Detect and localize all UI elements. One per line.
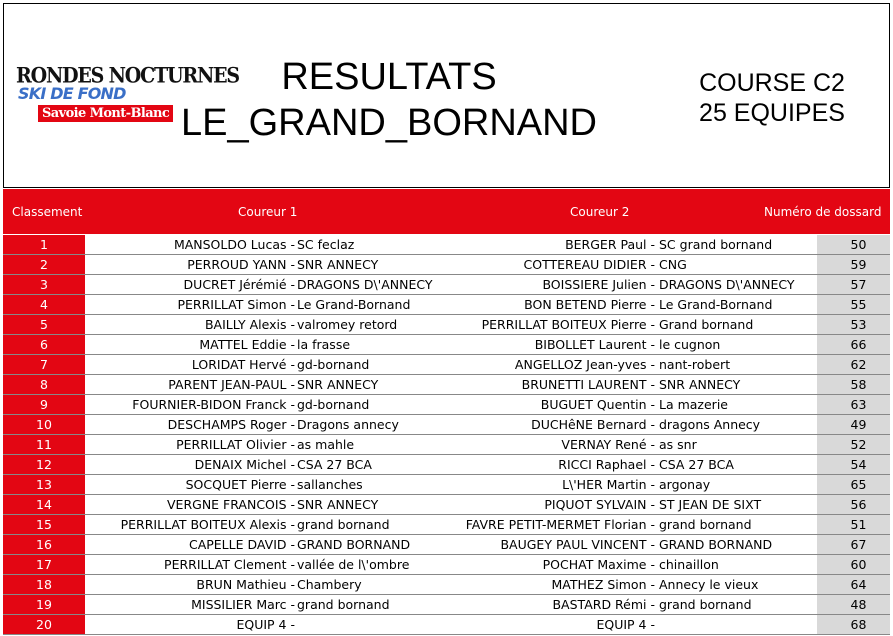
table-row: [3, 375, 890, 395]
runner2-club: as snr: [659, 437, 697, 452]
bib-number: 52: [817, 435, 890, 454]
runner1-name: PERRILLAT Olivier -: [176, 437, 295, 452]
bib-number: 63: [817, 395, 890, 414]
rank-cell: 9: [3, 395, 85, 414]
results-table: [3, 235, 890, 635]
runner2-name: BON BETEND Pierre -: [524, 297, 655, 312]
bib-number: 51: [817, 515, 890, 534]
runner2-name: VERNAY René -: [561, 437, 655, 452]
runner2-club: ST JEAN DE SIXT: [659, 497, 762, 512]
runner1-club: CSA 27 BCA: [297, 457, 372, 472]
rank-cell: 20: [3, 615, 85, 634]
bib-number: 48: [817, 595, 890, 614]
rank-cell: 18: [3, 575, 85, 594]
name-separator: -: [286, 337, 295, 352]
runner2-club: La mazerie: [659, 397, 728, 412]
course-info: [692, 68, 852, 128]
runner1-name: MATTEL Eddie -: [199, 337, 295, 352]
runner1-club: gd-bornand: [297, 397, 370, 412]
runner2-name: COTTEREAU DIDIER -: [523, 257, 655, 272]
runner2-name: PERRILLAT BOITEUX Pierre -: [481, 317, 655, 332]
title-line1: RESULTATS: [281, 56, 497, 98]
runner1-name: DESCHAMPS Roger -: [167, 417, 295, 432]
runner2-club: grand bornand: [659, 517, 752, 532]
bib-number: 55: [817, 295, 890, 314]
runner1-name: BAILLY Alexis -: [204, 317, 295, 332]
bib-number: 49: [817, 415, 890, 434]
runner2-club: Le Grand-Bornand: [659, 297, 773, 312]
table-row: [3, 295, 890, 315]
runner1-club: sallanches: [297, 477, 363, 492]
rank-cell: 19: [3, 595, 85, 614]
table-header: [3, 189, 890, 234]
name-separator: -: [286, 417, 295, 432]
bib-number: 66: [817, 335, 890, 354]
table-row: [3, 515, 890, 535]
runner1-club: Dragons annecy: [297, 417, 399, 432]
table-row: [3, 275, 890, 295]
runner1-club: grand bornand: [297, 517, 390, 532]
runner1-club: valromey retord: [297, 317, 398, 332]
table-row: [3, 315, 890, 335]
logo-line2: SKI DE FOND: [18, 84, 126, 103]
name-separator: -: [646, 237, 655, 252]
runner2-club: DRAGONS D\'ANNECY: [659, 277, 795, 292]
rank-cell: 6: [3, 335, 85, 354]
table-row: [3, 595, 890, 615]
runner2-club: Grand bornand: [659, 317, 754, 332]
bib-number: 53: [817, 315, 890, 334]
bib-number: 64: [817, 575, 890, 594]
course-name: COURSE C2: [699, 69, 845, 97]
runner1-club: SNR ANNECY: [297, 377, 379, 392]
bib-number: 67: [817, 535, 890, 554]
table-row: [3, 535, 890, 555]
runner2-club: chinaillon: [659, 557, 719, 572]
name-separator: -: [646, 577, 655, 592]
runner1-name: PERRILLAT Clement -: [164, 557, 295, 572]
runner2-club: SC grand bornand: [659, 237, 773, 252]
runner1-name: PERRILLAT BOITEUX Alexis -: [120, 517, 295, 532]
team-count: 25 EQUIPES: [699, 99, 845, 127]
name-separator: -: [646, 257, 655, 272]
bib-number: 54: [817, 455, 890, 474]
runner2-name: RICCI Raphael -: [558, 457, 655, 472]
runner1-name: MISSILIER Marc -: [191, 597, 295, 612]
bib-number: 59: [817, 255, 890, 274]
table-row: [3, 575, 890, 595]
name-separator: -: [646, 417, 655, 432]
runner1-name: PERROUD YANN -: [187, 257, 295, 272]
runner1-name: FOURNIER-BIDON Franck -: [132, 397, 295, 412]
runner2-club: grand bornand: [659, 597, 752, 612]
table-row: [3, 475, 890, 495]
table-row: [3, 355, 890, 375]
runner1-club: GRAND BORNAND: [297, 537, 411, 552]
runner1-name: CAPELLE DAVID -: [188, 537, 295, 552]
name-separator: -: [286, 237, 295, 252]
table-row: [3, 615, 890, 635]
runner2-club: Annecy le vieux: [659, 577, 759, 592]
runner1-name: DUCRET Jérémié -: [183, 277, 295, 292]
name-separator: -: [646, 597, 655, 612]
bib-number: 60: [817, 555, 890, 574]
name-separator: -: [286, 477, 295, 492]
rank-cell: 16: [3, 535, 85, 554]
runner2-club: SNR ANNECY: [659, 377, 741, 392]
rank-cell: 4: [3, 295, 85, 314]
rank-cell: 11: [3, 435, 85, 454]
name-separator: -: [646, 297, 655, 312]
name-separator: -: [646, 517, 655, 532]
runner2-name: L\'HER Martin -: [562, 477, 655, 492]
name-separator: -: [286, 597, 295, 612]
name-separator: -: [646, 617, 655, 632]
name-separator: -: [286, 517, 295, 532]
runner2-name: PIQUOT SYLVAIN -: [544, 497, 655, 512]
name-separator: -: [286, 397, 295, 412]
header-rank: Classement: [12, 205, 83, 219]
runner2-name: FAVRE PETIT-MERMET Florian -: [465, 517, 655, 532]
runner1-name: EQUIP 4 -: [236, 617, 295, 632]
runner1-club: la frasse: [297, 337, 351, 352]
name-separator: -: [286, 357, 295, 372]
table-row: [3, 455, 890, 475]
name-separator: -: [286, 437, 295, 452]
name-separator: -: [646, 537, 655, 552]
runner2-club: le cugnon: [659, 337, 721, 352]
name-separator: -: [646, 497, 655, 512]
name-separator: -: [646, 397, 655, 412]
name-separator: -: [286, 277, 295, 292]
rank-cell: 14: [3, 495, 85, 514]
table-row: [3, 335, 890, 355]
runner2-name: BASTARD Rémi -: [552, 597, 655, 612]
runner1-name: MANSOLDO Lucas -: [173, 237, 295, 252]
bib-number: 62: [817, 355, 890, 374]
runner2-club: nant-robert: [659, 357, 731, 372]
header-runner2: Coureur 2: [570, 205, 630, 219]
rank-cell: 8: [3, 375, 85, 394]
name-separator: -: [646, 337, 655, 352]
runner2-club: CSA 27 BCA: [659, 457, 734, 472]
rank-cell: 10: [3, 415, 85, 434]
bib-number: 50: [817, 235, 890, 254]
page-title: [179, 54, 599, 146]
name-separator: -: [286, 297, 295, 312]
bib-number: 65: [817, 475, 890, 494]
runner2-name: BOISSIERE Julien -: [542, 277, 655, 292]
name-separator: -: [286, 257, 295, 272]
name-separator: -: [286, 617, 295, 632]
runner1-club: SNR ANNECY: [297, 497, 379, 512]
header-runner1: Coureur 1: [238, 205, 298, 219]
rank-cell: 3: [3, 275, 85, 294]
table-row: [3, 435, 890, 455]
name-separator: -: [286, 497, 295, 512]
runner1-name: BRUN Mathieu -: [196, 577, 295, 592]
name-separator: -: [286, 577, 295, 592]
rank-cell: 15: [3, 515, 85, 534]
name-separator: -: [286, 537, 295, 552]
bib-number: 68: [817, 615, 890, 634]
runner1-club: DRAGONS D\'ANNECY: [297, 277, 433, 292]
runner2-club: CNG: [659, 257, 687, 272]
name-separator: -: [646, 457, 655, 472]
table-row: [3, 415, 890, 435]
runner1-club: vallée de l\'ombre: [297, 557, 410, 572]
runner2-name: BIBOLLET Laurent -: [534, 337, 655, 352]
rank-cell: 7: [3, 355, 85, 374]
runner2-name: BRUNETTI LAURENT -: [521, 377, 655, 392]
rank-cell: 1: [3, 235, 85, 254]
bib-number: 58: [817, 375, 890, 394]
runner1-name: LORIDAT Hervé -: [191, 357, 295, 372]
logo-line1: RONDES NOCTURNES: [16, 62, 239, 89]
runner1-club: SC feclaz: [297, 237, 355, 252]
rank-cell: 5: [3, 315, 85, 334]
rank-cell: 17: [3, 555, 85, 574]
runner2-club: dragons Annecy: [659, 417, 761, 432]
name-separator: -: [646, 557, 655, 572]
runner2-name: BUGUET Quentin -: [540, 397, 655, 412]
runner2-name: POCHAT Maxime -: [542, 557, 655, 572]
name-separator: -: [286, 557, 295, 572]
runner1-club: as mahle: [297, 437, 355, 452]
logo-line3: Savoie Mont-Blanc: [38, 105, 173, 122]
name-separator: -: [646, 277, 655, 292]
table-row: [3, 395, 890, 415]
runner1-club: Chambery: [297, 577, 362, 592]
runner2-name: DUCHêNE Bernard -: [531, 417, 655, 432]
runner1-club: grand bornand: [297, 597, 390, 612]
bib-number: 56: [817, 495, 890, 514]
rank-cell: 2: [3, 255, 85, 274]
bib-number: 57: [817, 275, 890, 294]
table-row: [3, 555, 890, 575]
name-separator: -: [646, 437, 655, 452]
name-separator: -: [646, 477, 655, 492]
event-logo: [16, 62, 239, 122]
table-row: [3, 235, 890, 255]
name-separator: -: [286, 317, 295, 332]
rank-cell: 12: [3, 455, 85, 474]
name-separator: -: [286, 457, 295, 472]
table-row: [3, 495, 890, 515]
name-separator: -: [646, 317, 655, 332]
runner2-name: ANGELLOZ Jean-yves -: [514, 357, 655, 372]
header: [3, 3, 890, 188]
runner2-name: MATHEZ Simon -: [551, 577, 655, 592]
runner2-club: argonay: [659, 477, 711, 492]
runner1-name: VERGNE FRANCOIS -: [167, 497, 295, 512]
runner1-name: PARENT JEAN-PAUL -: [168, 377, 295, 392]
runner2-name: BERGER Paul -: [565, 237, 655, 252]
runner1-club: gd-bornand: [297, 357, 370, 372]
name-separator: -: [286, 377, 295, 392]
runner1-name: DENAIX Michel -: [194, 457, 295, 472]
runner1-club: Le Grand-Bornand: [297, 297, 411, 312]
name-separator: -: [646, 357, 655, 372]
rank-cell: 13: [3, 475, 85, 494]
runner1-name: SOCQUET Pierre -: [185, 477, 295, 492]
runner2-name: BAUGEY PAUL VINCENT -: [500, 537, 655, 552]
runner1-name: PERRILLAT Simon -: [177, 297, 295, 312]
runner2-club: GRAND BORNAND: [659, 537, 773, 552]
table-row: [3, 255, 890, 275]
header-bib: Numéro de dossard: [764, 205, 882, 219]
runner2-name: EQUIP 4 -: [596, 617, 655, 632]
name-separator: -: [646, 377, 655, 392]
runner1-club: SNR ANNECY: [297, 257, 379, 272]
title-line2: LE_GRAND_BORNAND: [181, 102, 597, 144]
